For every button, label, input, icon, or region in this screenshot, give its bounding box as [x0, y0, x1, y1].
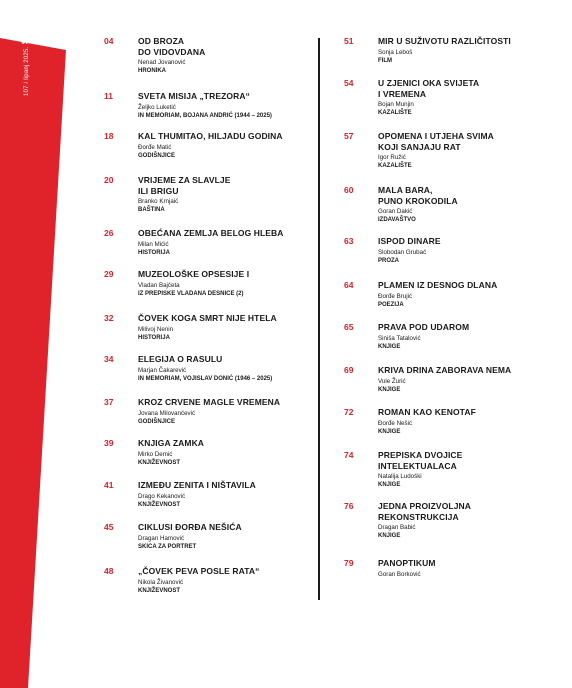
article-category: KAZALIŠTE	[378, 110, 412, 116]
entry-body	[138, 480, 304, 510]
page-number: 29	[104, 269, 114, 279]
article-category: KNJIGE	[378, 343, 401, 350]
article-author: Željko Luketić	[138, 103, 176, 111]
article-author: Dragan Hamović	[138, 534, 185, 542]
article-category: SKICA ZA PORTRET	[138, 543, 197, 550]
entry-body	[378, 36, 564, 66]
article-category: IN MEMORIAM, BOJANA ANDRIĆ (1944 – 2025)	[138, 112, 272, 119]
entry-body	[378, 322, 564, 352]
toc-entry[interactable]	[344, 558, 564, 579]
article-title: KNJIGA ZAMKA	[138, 438, 205, 448]
article-category: IZ PREPISKE VLADANA DESNICE (2)	[138, 290, 244, 297]
article-category: IZDAVAŠTVO	[378, 217, 416, 223]
toc-entry[interactable]	[104, 36, 304, 76]
article-author: Goran Borković	[378, 570, 421, 578]
entry-body	[378, 407, 564, 437]
page-number: 18	[104, 131, 114, 141]
toc-entry[interactable]	[344, 322, 564, 352]
page-number: 74	[344, 450, 354, 460]
page-number: 04	[104, 36, 114, 46]
article-title: IZMEĐU ZENITA I NIŠTAVILA	[138, 480, 256, 490]
article-title: ELEGIJA O RASULU	[138, 354, 223, 364]
page-number: 65	[344, 322, 354, 332]
page-number: 69	[344, 365, 354, 375]
article-title: KAL THUMITAO, HILJADU GODINA	[138, 131, 283, 141]
article-title: PANOPTIKUM	[378, 558, 436, 568]
entry-body	[138, 438, 304, 468]
entry-body	[378, 365, 564, 395]
toc-entry[interactable]	[104, 175, 304, 215]
entry-body	[138, 131, 304, 161]
entry-body	[378, 280, 564, 310]
entry-body	[138, 397, 304, 427]
article-title: OD BROZA DO VIDOVDANA	[138, 36, 206, 57]
entry-body	[378, 185, 564, 225]
article-title: „ČOVEK PEVA POSLE RATA“	[138, 566, 260, 576]
entry-body	[378, 131, 564, 171]
article-author: Slobodan Grubač	[378, 248, 427, 256]
article-author: Igor Ružić	[378, 154, 406, 161]
issue-meta: 107 / lipanj 2025.	[24, 46, 30, 96]
article-author: Nikola Živanović	[138, 578, 184, 586]
article-author: Mirko Demić	[138, 450, 173, 458]
article-category: KNJIŽEVNOST	[138, 501, 181, 508]
toc-entry[interactable]	[344, 36, 564, 66]
toc-entry[interactable]	[104, 566, 304, 596]
toc-entry[interactable]	[344, 131, 564, 171]
page-number: 63	[344, 236, 354, 246]
toc-entry[interactable]	[344, 365, 564, 395]
article-title: MALA BARA, PUNO KROKODILA	[378, 185, 458, 206]
article-title: CIKLUSI ĐORĐA NEŠIĆA	[138, 522, 242, 532]
toc-entry[interactable]	[344, 501, 564, 541]
article-author: Milivoj Nenin	[138, 325, 174, 333]
article-category: HISTORIJA	[138, 334, 170, 341]
entry-body	[378, 450, 564, 490]
toc-entry[interactable]	[104, 131, 304, 161]
article-title: JEDNA PROIZVOLJNA REKONSTRUKCIJA	[378, 501, 472, 522]
page-number: 79	[344, 558, 354, 568]
toc-entry[interactable]	[344, 450, 564, 490]
entry-body	[138, 354, 304, 384]
article-category: GODIŠNJICE	[138, 152, 176, 159]
article-category: KNJIGE	[378, 533, 401, 539]
entry-body	[138, 269, 304, 299]
page-number: 34	[104, 354, 114, 364]
article-author: Nenad Jovanović	[138, 59, 186, 66]
article-title: SVETA MISIJA „TREZORA“	[138, 91, 250, 101]
page-number: 57	[344, 131, 354, 141]
entry-body	[138, 228, 304, 258]
page-number: 37	[104, 397, 114, 407]
article-title: ROMAN KAO KENOTAF	[378, 407, 476, 417]
article-author: Sonja Leboš	[378, 48, 413, 56]
page-number: 64	[344, 280, 354, 290]
sidebar-label	[20, 0, 30, 100]
article-title: MUZEOLOŠKE OPSESIJE I	[138, 269, 250, 279]
article-title: ISPOD DINARE	[378, 236, 441, 246]
toc-entry[interactable]	[104, 91, 304, 121]
article-author: Đorđe Matić	[138, 143, 172, 151]
article-category: KNJIGE	[378, 482, 401, 488]
page-number: 32	[104, 313, 114, 323]
entry-body	[378, 501, 564, 541]
toc-entry[interactable]	[104, 228, 304, 258]
entry-body	[378, 236, 564, 266]
article-category: HISTORIJA	[138, 249, 170, 256]
article-author: Goran Dakić	[378, 208, 413, 215]
article-author: Vule Žurić	[378, 377, 406, 385]
page-number: 72	[344, 407, 354, 417]
article-author: Đorđe Brujić	[378, 292, 413, 300]
article-title: OBEĆANA ZEMLJA BELOG HLEBA	[138, 228, 284, 238]
article-author: Vladan Bajčeta	[138, 281, 180, 289]
toc-entry[interactable]	[104, 313, 304, 343]
entry-body	[378, 78, 564, 118]
article-category: KNJIGE	[378, 428, 401, 435]
page-number: 45	[104, 522, 114, 532]
toc-entry[interactable]	[104, 269, 304, 299]
article-category: KNJIGE	[378, 386, 401, 393]
toc-entry[interactable]	[344, 78, 564, 118]
page-number: 76	[344, 501, 354, 511]
article-author: Bojan Munjin	[378, 101, 414, 108]
article-category: BAŠTINA	[138, 207, 165, 213]
article-category: FILM	[378, 57, 392, 64]
article-author: Dragan Babić	[378, 524, 416, 531]
article-author: Marjan Čakarević	[138, 366, 187, 374]
article-author: Siniša Tatalović	[378, 334, 421, 342]
article-title: MIR U SUŽIVOTU RAZLIČITOSTI	[378, 36, 511, 46]
article-title: VRIJEME ZA SLAVLJE ILI BRIGU	[138, 175, 231, 196]
article-title: PRAVA POD UDAROM	[378, 322, 470, 332]
page-number: 51	[344, 36, 354, 46]
red-band-shape	[0, 0, 80, 688]
page-number: 11	[104, 91, 113, 101]
article-title: ČOVEK KOGA SMRT NIJE HTELA	[138, 313, 277, 323]
page-number: 60	[344, 185, 354, 195]
entry-body	[138, 36, 304, 76]
toc-entry[interactable]	[344, 407, 564, 437]
article-author: Branko Krnjaić	[138, 198, 179, 205]
entry-body	[138, 313, 304, 343]
column-divider	[318, 38, 320, 600]
article-author: Drago Kekanović	[138, 492, 186, 500]
entry-body	[138, 175, 304, 215]
toc-entry[interactable]	[344, 280, 564, 310]
article-category: HRONIKA	[138, 68, 166, 74]
article-category: PROZA	[378, 257, 399, 264]
page-number: 41	[104, 480, 114, 490]
entry-body	[138, 522, 304, 552]
article-category: IN MEMORIAM, VOJISLAV DONIĆ (1946 – 2025)	[138, 375, 273, 382]
article-category: GODIŠNJICE	[138, 418, 176, 425]
section-title: SADRŽAJ	[20, 0, 30, 45]
toc-entry[interactable]	[104, 480, 304, 510]
toc-entry[interactable]	[344, 185, 564, 225]
article-author: Đorđe Nešić	[378, 419, 413, 427]
page-number: 48	[104, 566, 114, 576]
entry-body	[138, 91, 304, 121]
page-number: 26	[104, 228, 114, 238]
article-title: OPOMENA I UTJEHA SVIMA KOJI SANJAJU RAT	[378, 131, 494, 152]
article-author: Natalija Ludoški	[378, 473, 422, 480]
toc-entry[interactable]	[344, 236, 564, 266]
article-category: KNJIŽEVNOST	[138, 459, 181, 466]
article-author: Milan Mićić	[138, 240, 169, 248]
article-title: PLAMEN IZ DESNOG DLANA	[378, 280, 498, 290]
toc-entry[interactable]	[104, 354, 304, 384]
entry-body	[378, 558, 564, 579]
entry-body	[138, 566, 304, 596]
article-category: KNJIŽEVNOST	[138, 587, 181, 594]
toc-entry[interactable]	[104, 397, 304, 427]
toc-entry[interactable]	[104, 522, 304, 552]
article-title: KRIVA DRINA ZABORAVA NEMA	[378, 365, 512, 375]
page-number: 20	[104, 175, 114, 185]
article-author: Jovana Milovančević	[138, 409, 196, 417]
article-title: KROZ CRVENE MAGLE VREMENA	[138, 397, 281, 407]
article-title: PREPISKA DVOJICE INTELEKTUALACA	[378, 450, 463, 471]
article-title: U ZJENICI OKA SVIJETA I VREMENA	[378, 78, 480, 99]
article-category: POEZIJA	[378, 301, 404, 308]
page-number: 54	[344, 78, 354, 88]
toc-entry[interactable]	[104, 438, 304, 468]
page-number: 39	[104, 438, 114, 448]
article-category: KAZALIŠTE	[378, 163, 412, 169]
